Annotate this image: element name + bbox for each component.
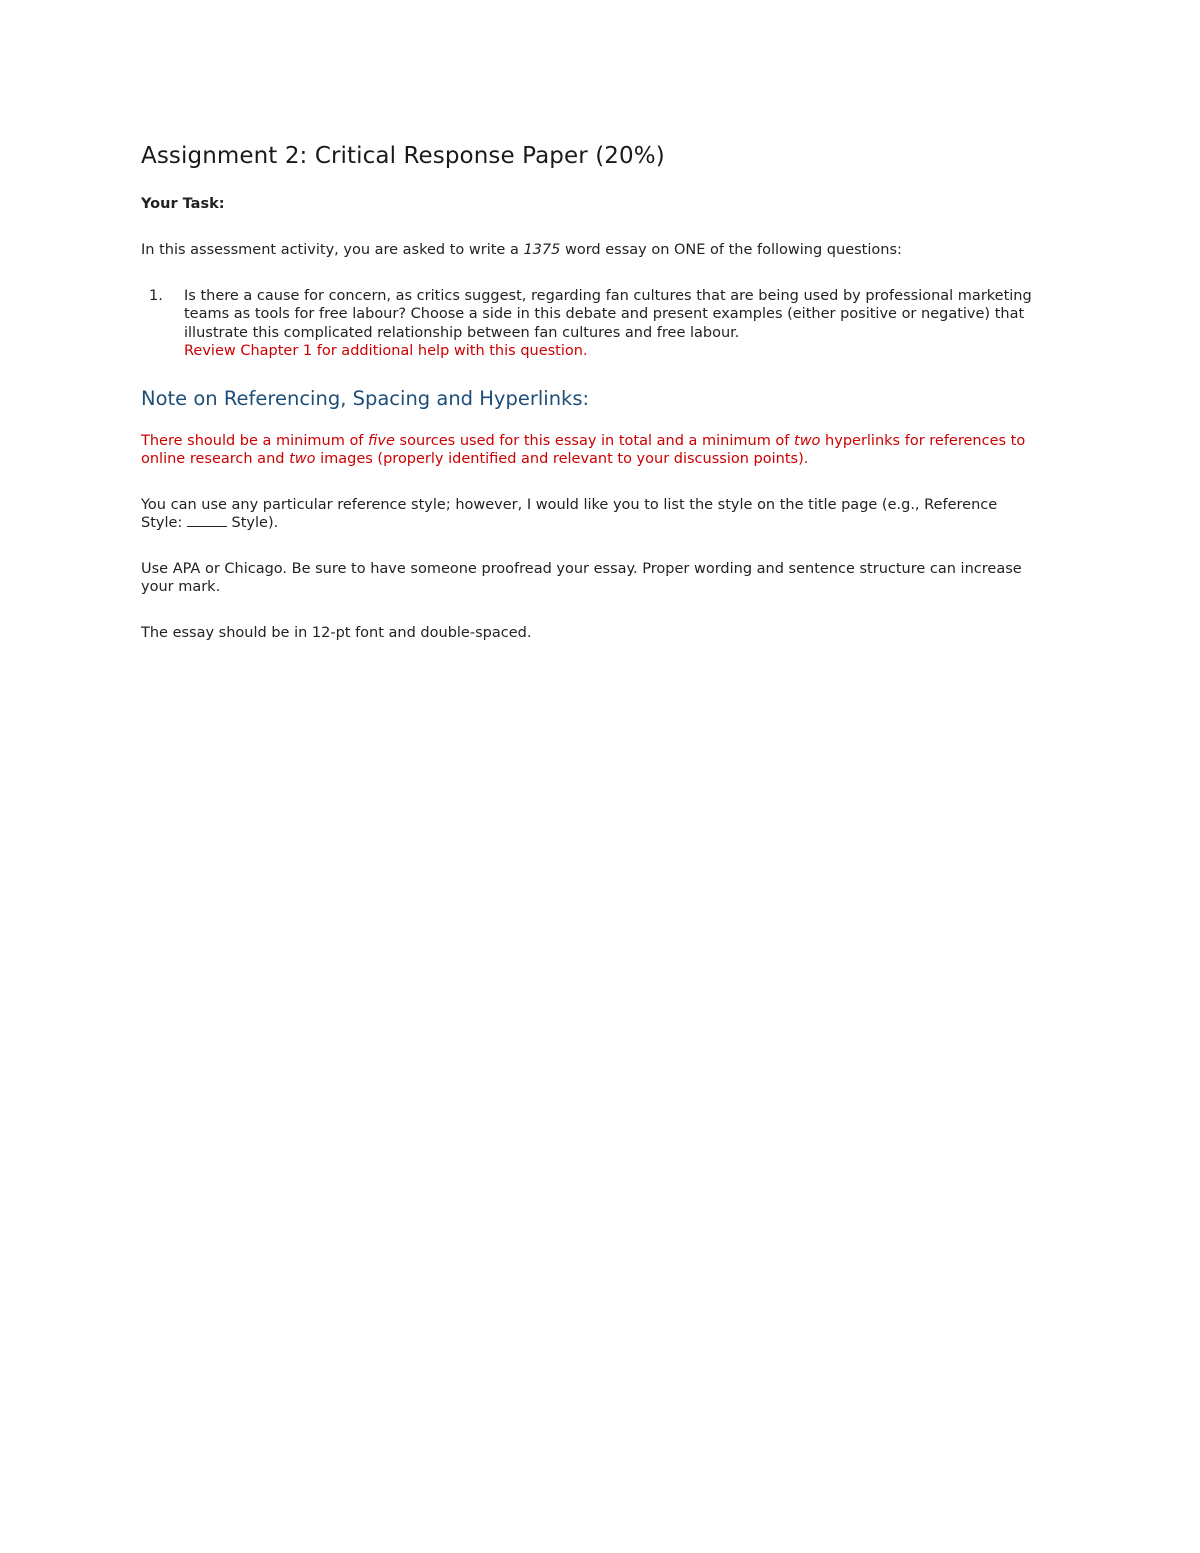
question-item	[141, 287, 1041, 361]
sources-part2: sources used for this essay in total and a minimum of	[394, 432, 795, 449]
page-title: Assignment 2: Critical Response Paper (20%)	[141, 143, 665, 169]
intro-after: word essay on ONE of the following questions:	[560, 242, 902, 258]
apa-paragraph: Use APA or Chicago. Be sure to have someone proofread your essay. Proper wording and sentence structure can increase your mark.	[141, 560, 1022, 595]
style-blank	[187, 514, 227, 527]
intro-before: In this assessment activity, you are asked to write a	[141, 242, 524, 258]
question-number: 1.	[149, 287, 163, 304]
task-label: Your Task:	[141, 196, 225, 212]
sources-part4: images (properly identified and relevant to your discussion points).	[315, 451, 809, 467]
question-note: Review Chapter 1 for additional help with this question.	[184, 343, 588, 359]
referencing-heading: Note on Referencing, Spacing and Hyperlinks:	[141, 386, 590, 410]
sources-five: five	[368, 432, 395, 449]
sources-two-b: two	[289, 451, 316, 467]
style-before: You can use any particular reference style; however, I would like you to list the style on the title page (e.g., Reference Style:	[141, 496, 998, 531]
word-count: 1375	[523, 242, 561, 258]
intro-paragraph	[141, 241, 1041, 260]
sources-part1: There should be a minimum of	[141, 432, 369, 449]
question-list	[141, 287, 1041, 361]
document-content	[141, 140, 1041, 642]
question-text: Is there a cause for concern, as critics suggest, regarding fan cultures that are being used by professional marketing teams as tools for free labour? Choose a side in this debate and present examples (either positive or negative) that illustrate this complicated relationship between fan cultures and free labour.	[184, 287, 1032, 341]
sources-part3: hyperlinks for references to online research and	[141, 432, 1026, 467]
font-paragraph: The essay should be in 12-pt font and double-spaced.	[141, 624, 532, 641]
sources-paragraph	[141, 432, 1041, 469]
reference-style-paragraph	[141, 496, 1041, 533]
style-after: Style).	[226, 515, 279, 531]
sources-two-a: two	[794, 432, 821, 449]
question-body	[184, 287, 1041, 361]
